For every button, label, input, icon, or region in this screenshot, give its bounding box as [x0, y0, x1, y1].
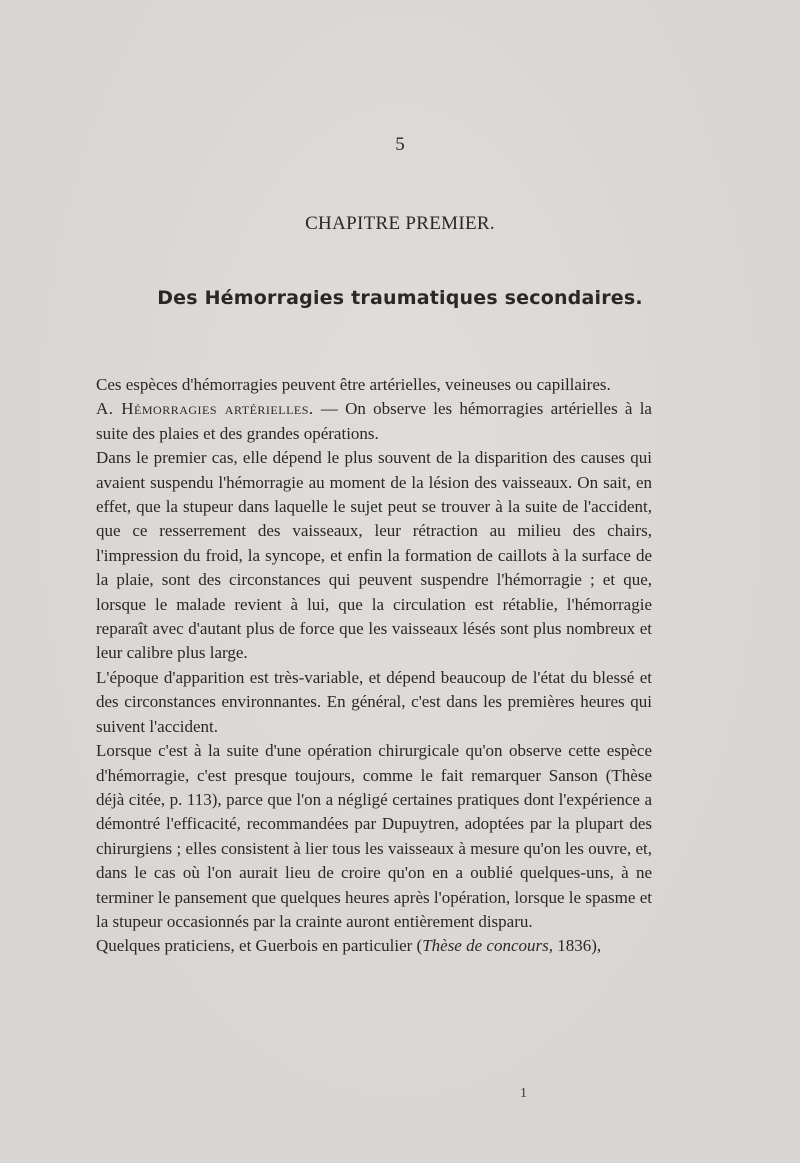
chapter-title: CHAPITRE PREMIER.	[305, 213, 495, 234]
paragraph-3	[96, 446, 652, 666]
paragraph-6	[96, 934, 652, 958]
paragraph-6-start: Quelques praticiens, et Guerbois en particulier (	[96, 936, 423, 956]
paragraph-4	[96, 666, 652, 739]
paragraph-3-text: Dans le premier cas, elle dépend le plus souvent de la disparition des causes qui avaient suspendu l'hémorragie au moment de la lésion des vaisseaux. On sait, en effet, que la stupeur dans laquelle le sujet peut se trouver à la suite de l'accident, que ce resserrement des vaisseaux, leur rétraction au milieu des chairs, l'impression du froid, la syncope, et enfin la formation de caillots à la surface de la plaie, sont des circonstances qui peuvent suspendre l'hémorragie ; et que, lorsque le malade revient à lui, que la circulation est rétablie, l'hémorragie reparaît avec d'autant plus de force que les vaisseaux lésés sont plus nombreux et leur calibre plus large.	[96, 448, 652, 663]
page-number: 5	[395, 134, 405, 155]
footer-mark: 1	[520, 1086, 527, 1101]
paragraph-5	[96, 739, 652, 934]
paragraph-2-text: — On observe les hémorragies artérielles à la suite des plaies et des grandes opérations.	[96, 399, 652, 443]
paragraph-2	[96, 397, 652, 446]
paragraph-1	[96, 373, 652, 397]
paragraph-5-text: Lorsque c'est à la suite d'une opération chirurgicale qu'on observe cette espèce d'hémorragie, c'est presque toujours, comme le fait remarquer Sanson (Thèse déjà citée, p. 113), parce que l'on a négligé certaines pratiques dont l'expérience a démontré l'efficacité, recommandées par Dupuytren, adoptées par la plupart des chirurgiens ; elles consistent à lier tous les vaisseaux à mesure qu'on les ouvre, et, dans le cas où l'on aurait lieu de croire qu'on en a oublié quelques-uns, à ne terminer le pansement que quelques heures après l'opération, lorsque le spasme et la stupeur occasionnés par la crainte auront entièrement disparu.	[96, 741, 652, 931]
paragraph-1-text: Ces espèces d'hémorragies peuvent être artérielles, veineuses ou capillaires.	[96, 375, 611, 394]
body-text	[96, 373, 652, 959]
subsection-heading: A. Hémorragies artérielles.	[96, 399, 314, 419]
paragraph-6-italic: Thèse de concours,	[422, 936, 553, 956]
section-title: Des Hémorragies traumatiques secondaires.	[157, 287, 643, 309]
paragraph-4-text: L'époque d'apparition est très-variable, et dépend beaucoup de l'état du blessé et des circonstances environnantes. En général, c'est dans les premières heures qui suivent l'accident.	[96, 667, 652, 736]
paragraph-6-end: 1836),	[552, 936, 602, 956]
